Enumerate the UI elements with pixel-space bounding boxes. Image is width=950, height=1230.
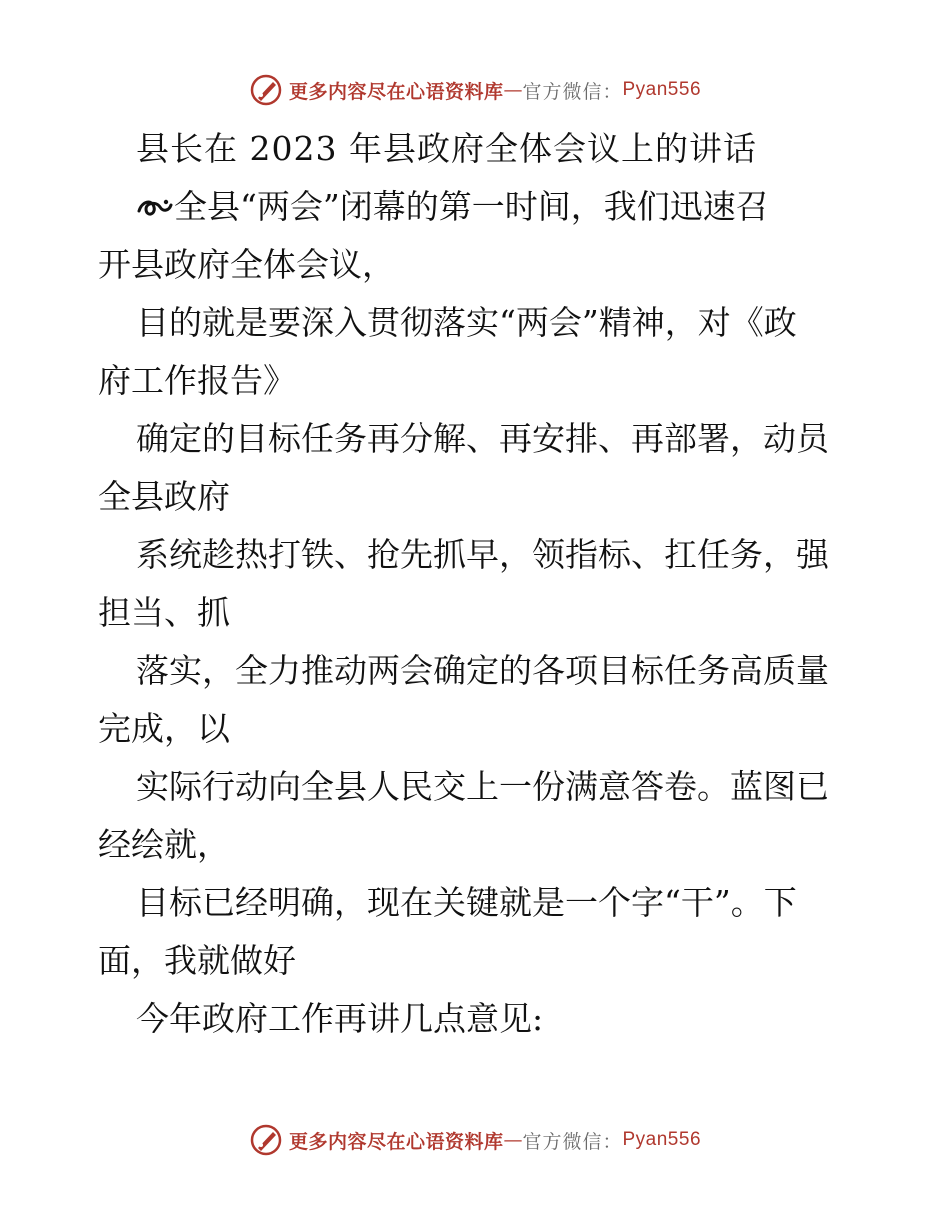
pen-nib-logo-icon xyxy=(249,73,283,107)
paragraph-line: 确定的目标任务再分解、再安排、再部署，动员 xyxy=(136,419,829,458)
paragraph-line: 目标已经明确，现在关键就是一个字“干”。下 xyxy=(136,883,797,922)
paragraph-line: 落实，全力推动两会确定的各项目标任务高质量 xyxy=(136,651,829,690)
paragraph-line-text: 全县“两会”闭幕的第一时间，我们迅速召 xyxy=(174,187,769,226)
pen-nib-logo-icon xyxy=(249,1123,283,1157)
header-banner-wechat-id: Pyan556 xyxy=(622,79,702,100)
header-banner-text: 更多内容尽在心语资料库 xyxy=(288,80,504,103)
footer-banner-wechat-id: Pyan556 xyxy=(622,1129,702,1150)
paragraph-line: 全县政府 xyxy=(98,477,230,516)
document-body xyxy=(98,120,858,1048)
paragraph-line: 开县政府全体会议， xyxy=(98,245,395,284)
header-banner-wechat-label: 官方微信： xyxy=(522,80,623,103)
footer-banner-dash: — xyxy=(503,1129,523,1151)
header-banner xyxy=(0,70,950,110)
paragraph-line: 面，我就做好 xyxy=(98,941,296,980)
paragraph-line: 经绘就， xyxy=(98,825,230,864)
header-banner-dash: — xyxy=(503,79,523,101)
paragraph-line: 目的就是要深入贯彻落实“两会”精神，对《政 xyxy=(136,303,797,342)
paragraph-line: 系统趁热打铁、抢先抓早，领指标、扛任务，强 xyxy=(136,535,829,574)
paragraph-line: 担当、抓 xyxy=(98,593,230,632)
paragraph-line: 实际行动向全县人民交上一份满意答卷。蓝图已 xyxy=(136,767,829,806)
paragraph-line: 府工作报告》 xyxy=(98,361,296,400)
paragraph-line: 完成，以 xyxy=(98,709,230,748)
paragraph-line xyxy=(98,178,858,236)
footer-banner-wechat-label: 官方微信： xyxy=(522,1130,623,1153)
footer-banner-text: 更多内容尽在心语资料库 xyxy=(288,1130,504,1153)
footer-banner xyxy=(0,1120,950,1160)
paragraph-line: 今年政府工作再讲几点意见: xyxy=(136,999,544,1038)
document-title: 县长在 2023 年县政府全体会议上的讲话 xyxy=(136,129,757,168)
swirl-flourish-icon xyxy=(136,193,174,221)
